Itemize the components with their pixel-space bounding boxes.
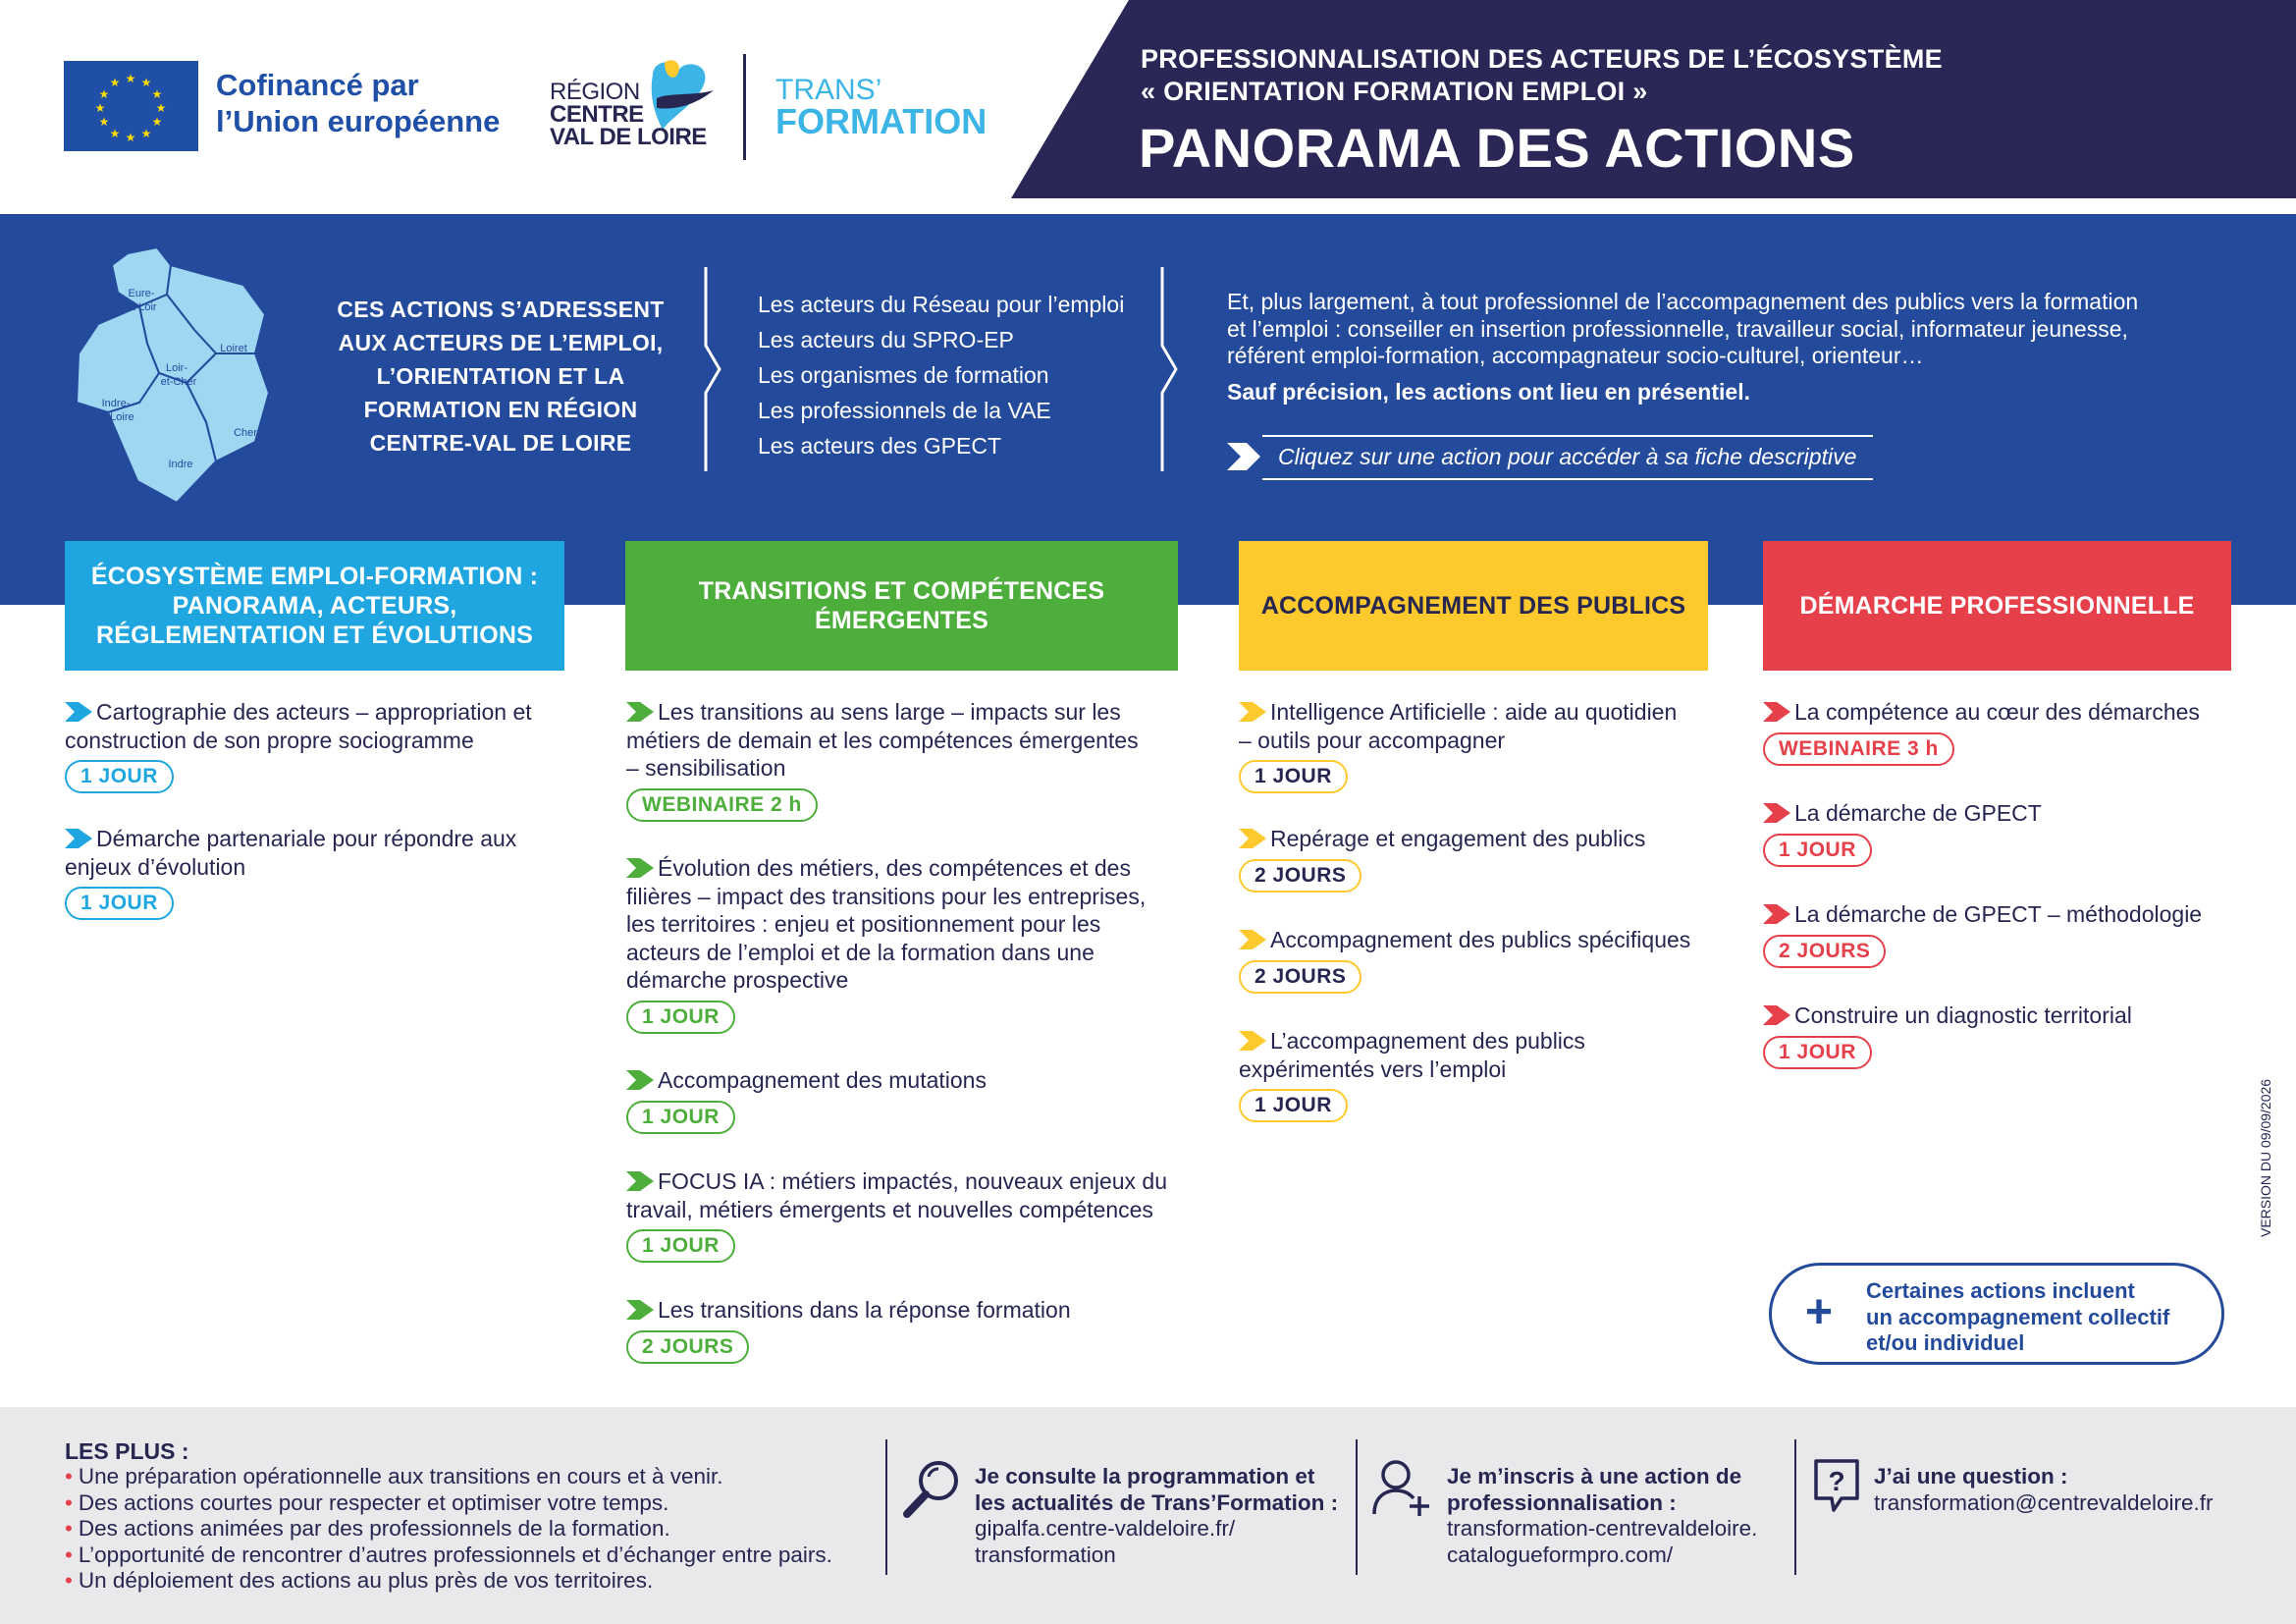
duration-badge: 1 JOUR [1763, 1036, 1872, 1069]
actor-item: Les professionnels de la VAE [758, 398, 1051, 423]
svg-text:★: ★ [109, 127, 121, 140]
svg-text:★: ★ [155, 101, 167, 115]
footer-divider [885, 1439, 887, 1575]
duration-badge: WEBINAIRE 3 h [1763, 732, 1954, 766]
click-hint-text: Cliquez sur une action pour accéder à sa fiche descriptive [1278, 444, 1857, 469]
column-header-transitions: TRANSITIONS ET COMPÉTENCES ÉMERGENTES [625, 541, 1178, 671]
map-label-loiret: Loiret [220, 343, 247, 354]
actor-item: Les acteurs des GPECT [758, 433, 1001, 459]
question-bubble-icon [1812, 1457, 1861, 1514]
svg-text:★: ★ [140, 76, 152, 89]
les-plus-title: LES PLUS : [65, 1438, 189, 1464]
actor-item: Les acteurs du SPRO-EP [758, 327, 1014, 352]
duration-badge: 2 JOURS [1763, 935, 1886, 968]
svg-text:★: ★ [98, 87, 110, 101]
region-map [69, 245, 294, 511]
action-item-focus-ia[interactable]: FOCUS IA : métiers impactés, nouveaux enjeux du travail, métiers émergents et nouvelles compétences 1 JOUR [626, 1167, 1167, 1263]
chevron-right-icon [65, 702, 92, 722]
map-label-eure-et-loir-1: Eure- [128, 288, 155, 299]
actor-item: Les acteurs du Réseau pour l’emploi [758, 292, 1125, 317]
click-hint [1227, 435, 1873, 480]
search-icon [901, 1457, 962, 1522]
page-subtitle: PROFESSIONNALISATION DES ACTEURS DE L’ÉCOSYSTÈME « ORIENTATION FORMATION EMPLOI » [1141, 44, 1943, 106]
action-item-accompagnement-mutations[interactable]: Accompagnement des mutations 1 JOUR [626, 1066, 987, 1134]
chevron-right-icon [1239, 1031, 1266, 1051]
duration-badge: 1 JOUR [1239, 760, 1348, 793]
map-label-indre-et-loire-1: Indre- [101, 398, 131, 409]
add-user-icon [1370, 1457, 1433, 1518]
svg-text:★: ★ [94, 101, 106, 115]
register-link[interactable]: transformation-centrevaldeloire. [1447, 1516, 1758, 1541]
chevron-right-icon [1763, 1005, 1790, 1025]
map-label-eure-et-loir-2: et-Loir [126, 301, 157, 313]
eu-flag-logo [64, 61, 198, 151]
action-item-publics-experimentes[interactable]: L’accompagnement des publics expérimentés vers l’emploi 1 JOUR [1239, 1027, 1585, 1122]
column-header-ecosysteme: ÉCOSYSTÈME EMPLOI-FORMATION : PANORAMA, ACTEURS, RÉGLEMENTATION ET ÉVOLUTIONS [65, 541, 564, 671]
map-label-loir-et-cher-2: et-Cher [160, 376, 197, 388]
trans-formation-logo: TRANS’ FORMATION [775, 74, 988, 141]
action-item-evolution-metiers[interactable]: Évolution des métiers, des compétences et des filières – impact des transitions pour les entreprises, les territoires : enjeu et positionnement pour les acteurs de l’emploi et de la formation dans une démarche prospective 1 JOUR [626, 854, 1146, 1034]
chevron-right-icon [1763, 702, 1790, 722]
action-item-diagnostic-territorial[interactable]: Construire un diagnostic territorial 1 JOUR [1763, 1001, 2132, 1069]
svg-text:?: ? [1828, 1466, 1845, 1496]
svg-text:★: ★ [151, 87, 163, 101]
actors-list [758, 287, 1124, 463]
map-label-indre-et-loire-2: et-Loire [97, 411, 134, 423]
action-item-competence-coeur[interactable]: La compétence au cœur des démarches WEBINAIRE 3 h [1763, 698, 2200, 766]
les-plus-list [65, 1464, 832, 1595]
chevron-right-icon [65, 829, 92, 848]
svg-text:★: ★ [98, 115, 110, 129]
audience-title: CES ACTIONS S’ADRESSENT AUX ACTEURS DE L’EMPLOI, L’ORIENTATION ET LA FORMATION EN RÉGION CENTRE-VAL DE LOIRE [337, 297, 665, 456]
chevron-right-icon [626, 1070, 654, 1090]
duration-badge: 1 JOUR [626, 1101, 735, 1134]
chevron-right-icon [1763, 803, 1790, 823]
footer-divider [1356, 1439, 1358, 1575]
list-item: • Des actions animées par des professionnels de la formation. [65, 1516, 670, 1541]
duration-badge: 2 JOURS [1239, 859, 1362, 893]
audience-more-text: Et, plus largement, à tout professionnel de l’accompagnement des publics vers la formation et l’emploi : conseiller en insertion professionnelle, travailleur social, informateur jeunesse, référent emploi-formation, accompagnateur socio-culturel, orienteur… [1227, 289, 2139, 368]
chevron-right-icon [626, 858, 654, 878]
action-item-demarche-partenariale[interactable]: Démarche partenariale pour répondre aux enjeux d’évolution 1 JOUR [65, 825, 516, 920]
chevron-right-icon [626, 702, 654, 722]
map-label-loir-et-cher-1: Loir- [165, 362, 188, 374]
eu-cofinance-text: Cofinancé par l’Union européenne [216, 68, 501, 138]
plus-icon: + [1805, 1286, 1834, 1338]
duration-badge: 1 JOUR [626, 1001, 735, 1034]
action-item-intelligence-artificielle[interactable]: Intelligence Artificielle : aide au quotidien – outils pour accompagner 1 JOUR [1239, 698, 1677, 793]
chevron-right-icon [1763, 904, 1790, 924]
column-header-demarche: DÉMARCHE PROFESSIONNELLE [1763, 541, 2231, 671]
chevron-right-icon [626, 1171, 654, 1191]
svg-text:★: ★ [140, 127, 152, 140]
action-item-demarche-gpect[interactable]: La démarche de GPECT 1 JOUR [1763, 799, 2042, 867]
svg-text:★: ★ [109, 76, 121, 89]
logo-divider [743, 54, 746, 160]
chevron-right-icon [1239, 829, 1266, 848]
list-item: • L’opportunité de rencontrer d’autres professionnels et d’échanger entre pairs. [65, 1542, 832, 1567]
accompagnement-note: + Certaines actions incluent un accompagnement collectif et/ou individuel [1769, 1263, 2224, 1365]
duration-badge: 1 JOUR [626, 1229, 735, 1263]
double-chevron-icon [1227, 443, 1260, 470]
action-item-cartographie[interactable]: Cartographie des acteurs – appropriation et construction de son propre sociogramme 1 JOUR [65, 698, 532, 793]
chevron-divider-icon [692, 267, 721, 471]
duration-badge: 1 JOUR [1763, 834, 1872, 867]
question-email-link[interactable]: transformation@centrevaldeloire.fr [1874, 1489, 2214, 1515]
header [0, 0, 2296, 201]
svg-text:★: ★ [125, 72, 136, 85]
duration-badge: 1 JOUR [65, 887, 174, 920]
chevron-right-icon [1239, 702, 1266, 722]
duration-badge: 1 JOUR [65, 760, 174, 793]
duration-badge: 1 JOUR [1239, 1089, 1348, 1122]
region-centre-logo-text: RÉGION CENTRE VAL DE LOIRE [550, 79, 707, 150]
list-item: • Des actions courtes pour respecter et optimiser votre temps. [65, 1489, 669, 1515]
list-item: • Une préparation opérationnelle aux transitions en cours et à venir. [65, 1464, 723, 1489]
question-block: J’ai une question : transformation@centrevaldeloire.fr [1874, 1464, 2214, 1515]
register-block: Je m’inscris à une action de professionnalisation : transformation-centrevaldeloire. catalogueformpro.com/ [1447, 1464, 1758, 1567]
map-label-cher: Cher [234, 427, 257, 439]
duration-badge: 2 JOURS [1239, 960, 1362, 994]
consult-block: Je consulte la programmation et les actualités de Trans’Formation : gipalfa.centre-valdeloire.fr/ transformation [975, 1464, 1339, 1567]
chevron-right-icon [1239, 930, 1266, 949]
version-label: VERSION DU 09/09/2026 [2258, 1078, 2273, 1237]
presentiel-note: Sauf précision, les actions ont lieu en présentiel. [1227, 379, 1750, 405]
action-item-publics-specifiques[interactable]: Accompagnement des publics spécifiques 2 JOURS [1239, 926, 1690, 994]
action-item-transitions-reponse-formation[interactable]: Les transitions dans la réponse formation 2 JOURS [626, 1296, 1071, 1364]
column-header-accompagnement: ACCOMPAGNEMENT DES PUBLICS [1239, 541, 1708, 671]
actor-item: Les organismes de formation [758, 362, 1049, 388]
page-title: PANORAMA DES ACTIONS [1139, 117, 1855, 179]
consult-link[interactable]: gipalfa.centre-valdeloire.fr/ [975, 1516, 1236, 1541]
svg-text:★: ★ [151, 115, 163, 129]
map-label-indre: Indre [168, 459, 193, 470]
footer-divider [1794, 1439, 1796, 1575]
chevron-divider-icon [1148, 267, 1178, 471]
action-item-gpect-methodologie[interactable]: La démarche de GPECT – méthodologie 2 JOURS [1763, 900, 2202, 968]
svg-text:★: ★ [125, 131, 136, 144]
duration-badge: WEBINAIRE 2 h [626, 788, 818, 822]
action-item-reperage-engagement[interactable]: Repérage et engagement des publics 2 JOURS [1239, 825, 1645, 893]
duration-badge: 2 JOURS [626, 1330, 749, 1364]
action-item-transitions-sens-large[interactable]: Les transitions au sens large – impacts sur les métiers de demain et les compétences émergentes – sensibilisation WEBINAIRE 2 h [626, 698, 1139, 822]
list-item: • Un déploiement des actions au plus près de vos territoires. [65, 1568, 654, 1593]
chevron-right-icon [626, 1300, 654, 1320]
